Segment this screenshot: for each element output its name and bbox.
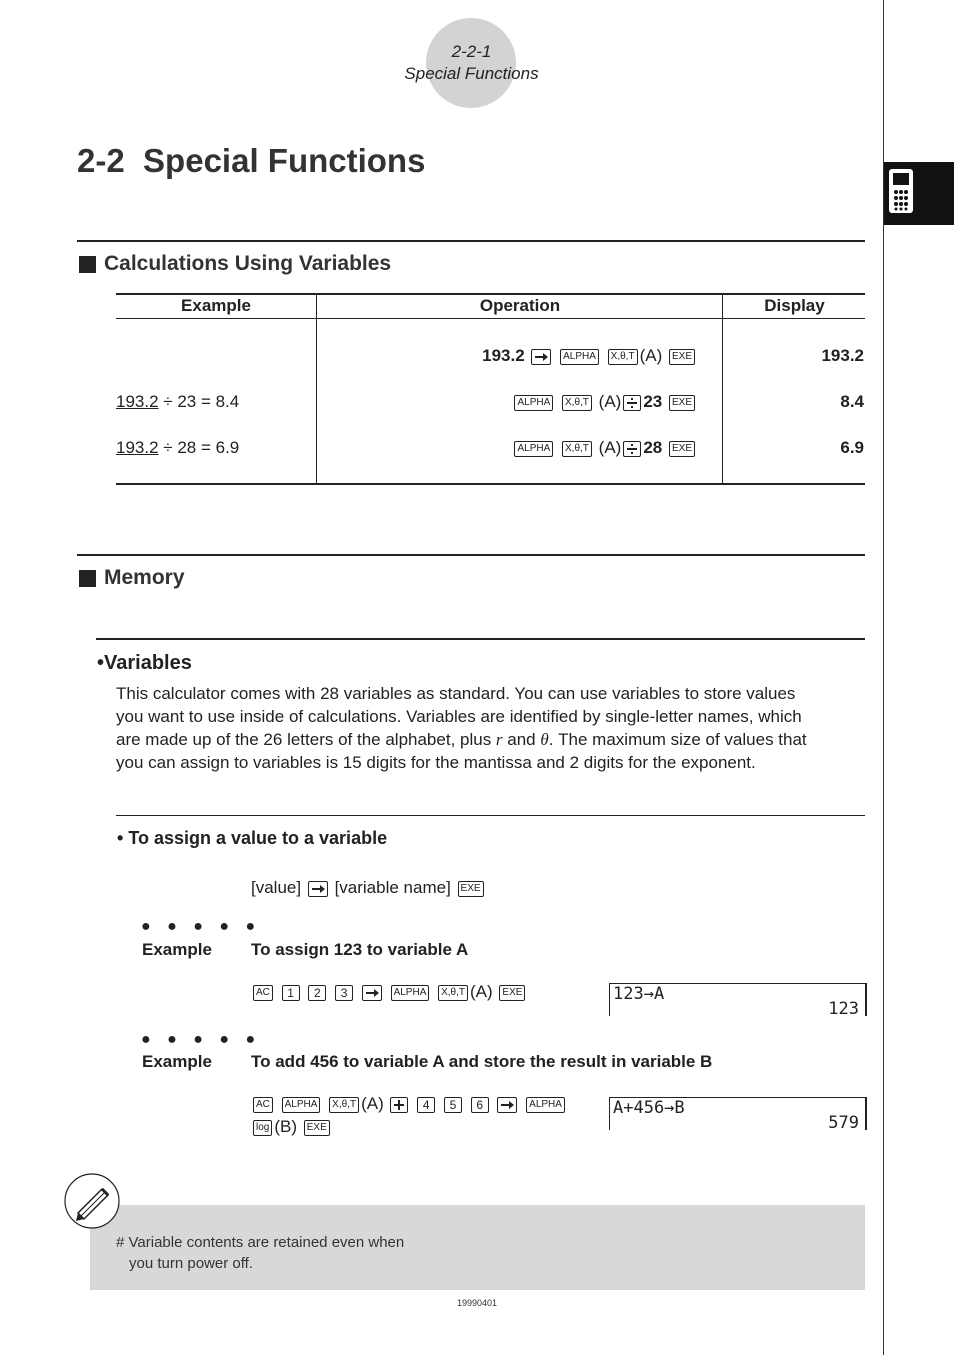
table-bottom-rule — [116, 483, 865, 485]
key-6-icon: 6 — [471, 1097, 489, 1113]
subsection-rule — [96, 638, 865, 640]
store-arrow-key-icon — [308, 881, 328, 897]
footer-code: 19990401 — [456, 1298, 498, 1308]
example-title: To add 456 to variable A and store the result in variable B — [251, 1052, 713, 1071]
example-title: To assign 123 to variable A — [251, 940, 469, 959]
store-arrow-key-icon — [497, 1097, 517, 1113]
note-text: # Variable contents are retained even when you turn power off. — [116, 1234, 405, 1272]
variables-heading: •Variables — [97, 652, 192, 674]
variables-paragraph: This calculator comes with 28 variables as standard. You can use variables to store values you want to use inside of calculations. Variables are identified by single-letter names, which are made up of the 26 letters of the alphabet, plus r and θ. The maximum size of values that you can assign to variables is 15 digits for the mantissa and 2 digits for the exponent. — [116, 684, 807, 772]
calculator-icon — [888, 168, 914, 214]
assign-heading: • To assign a value to a variable — [117, 828, 388, 848]
table-header-example: Example — [181, 296, 251, 315]
table-row-example: 193.2 ÷ 28 = 6.9 — [116, 438, 240, 457]
example-dots: ● ● ● ● ● — [141, 918, 262, 935]
table-row-display: 193.2 — [821, 346, 864, 365]
section-rule — [77, 554, 865, 556]
subsection-rule — [116, 815, 865, 816]
alpha-key-icon: ALPHA — [560, 349, 599, 365]
table-divider — [316, 294, 317, 484]
section-heading-memory: Memory — [79, 566, 185, 590]
xthetat-key-icon: X,θ,T — [438, 985, 468, 1001]
plus-key-icon — [390, 1097, 408, 1113]
square-bullet-icon — [79, 570, 96, 587]
exe-key-icon: EXE — [458, 881, 484, 897]
header-circle — [426, 18, 516, 108]
key-5-icon: 5 — [444, 1097, 462, 1113]
calculator-screen: 123→A 123 — [609, 983, 867, 1016]
alpha-key-icon: ALPHA — [514, 395, 553, 411]
key-1-icon: 1 — [282, 985, 300, 1001]
store-arrow-key-icon — [362, 985, 382, 1001]
section-heading-variables-calc: Calculations Using Variables — [79, 252, 391, 276]
chapter-tab — [884, 162, 954, 225]
exe-key-icon: EXE — [669, 349, 695, 365]
exe-key-icon: EXE — [499, 985, 525, 1001]
xthetat-key-icon: X,θ,T — [562, 395, 592, 411]
exe-key-icon: EXE — [669, 441, 695, 457]
chapter-title — [77, 142, 425, 180]
section-title: Special Functions — [404, 64, 539, 83]
calculator-screen: A+456→B 579 — [609, 1097, 867, 1130]
xthetat-key-icon: X,θ,T — [329, 1097, 359, 1113]
alpha-key-icon: ALPHA — [282, 1097, 321, 1113]
ac-key-icon: AC — [253, 1097, 273, 1113]
alpha-key-icon: ALPHA — [514, 441, 553, 457]
exe-key-icon: EXE — [304, 1120, 330, 1136]
ac-key-icon: AC — [253, 985, 273, 1001]
key-3-icon: 3 — [335, 985, 353, 1001]
alpha-key-icon: ALPHA — [526, 1097, 565, 1113]
table-row-display: 6.9 — [840, 438, 864, 457]
example-key-sequence: AC ALPHA X,θ,T (A) 4 5 6 ALPHA — [251, 1094, 567, 1114]
table-row-operation: ALPHA X,θ,T (A) 28 EXE — [512, 438, 697, 458]
table-header-operation: Operation — [479, 296, 561, 315]
example-key-sequence: AC 1 2 3 ALPHA X,θ,T (A) EXE — [251, 982, 527, 1002]
divide-key-icon — [623, 441, 641, 457]
table-row-display: 8.4 — [840, 392, 864, 411]
section-rule — [77, 240, 865, 242]
table-top-rule — [116, 293, 865, 295]
alpha-key-icon: ALPHA — [391, 985, 430, 1001]
table-header-display: Display — [764, 296, 825, 315]
table-row-example: 193.2 ÷ 23 = 8.4 — [116, 392, 240, 411]
key-2-icon: 2 — [308, 985, 326, 1001]
exe-key-icon: EXE — [669, 395, 695, 411]
table-divider — [722, 294, 723, 484]
example-key-sequence-cont: log (B) EXE — [251, 1117, 332, 1137]
table-header-rule — [116, 318, 865, 319]
chapter-number: 2-2 — [77, 142, 125, 179]
xthetat-key-icon: X,θ,T — [608, 349, 638, 365]
pencil-icon — [64, 1173, 120, 1229]
section-number: 2-2-1 — [451, 42, 492, 61]
divide-key-icon — [623, 395, 641, 411]
example-dots: ● ● ● ● ● — [141, 1031, 262, 1048]
square-bullet-icon — [79, 256, 96, 273]
xthetat-key-icon: X,θ,T — [562, 441, 592, 457]
log-key-icon: log — [253, 1120, 272, 1136]
table-row-operation: ALPHA X,θ,T (A) 23 EXE — [512, 392, 697, 412]
chapter-name: Special Functions — [143, 142, 426, 179]
assign-syntax: [value] [variable name] EXE — [251, 878, 486, 898]
example-label: Example — [142, 940, 212, 959]
table-row-operation: 193.2 ALPHA X,θ,T (A) EXE — [482, 346, 697, 366]
example-label: Example — [142, 1052, 212, 1071]
store-arrow-key-icon — [531, 349, 551, 365]
key-4-icon: 4 — [417, 1097, 435, 1113]
